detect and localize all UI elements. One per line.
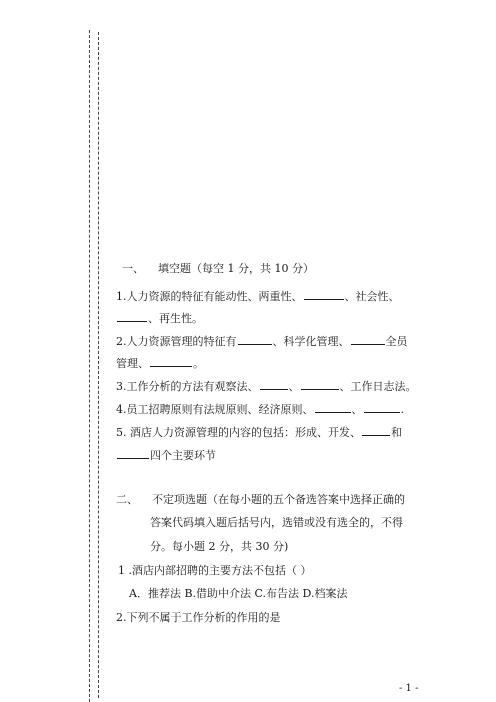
- mc-question-2-stem: 2.下列不属于工作分析的作用的是: [116, 611, 281, 624]
- answer-blank: [304, 288, 344, 300]
- question-5-line-1: 5. 酒店人力资源管理的内容的包括：形成、开发、 和: [116, 426, 402, 439]
- answer-blank: [260, 378, 288, 390]
- section2-heading-line-2: 答案代码填入题后括号内，选错或没有选全的，不得: [150, 516, 403, 529]
- answer-blank: [315, 401, 351, 413]
- question-1-line-1: 1.人力资源的特征有能动性、两重性、 、社会性、: [116, 290, 400, 303]
- question-2-line-1: 2.人力资源管理的特征有 、科学化管理、 全员: [116, 335, 408, 348]
- section1-heading: [122, 262, 314, 276]
- answer-blank: [364, 401, 400, 413]
- section1-number: 一、: [122, 262, 144, 275]
- section2-heading-line-1: [116, 493, 405, 507]
- question-3: 3.工作分析的方法有观察法、 、 、工作日志法。: [116, 380, 417, 393]
- section2-heading-line-3: 分。每小题 2 分，共 30 分): [150, 540, 289, 553]
- section2-title: 不定项选题（在每小题的五个备选答案中选择正确的: [152, 493, 405, 506]
- binding-line-right: [98, 32, 99, 698]
- binding-line-left: [89, 30, 90, 702]
- answer-blank: [351, 333, 385, 345]
- question-2-line-2: 管理、 。: [116, 357, 204, 370]
- mc-question-1-stem: 1 .酒店内部招聘的主要方法不包括（ ）: [118, 564, 312, 577]
- answer-blank: [117, 447, 149, 459]
- answer-blank: [150, 355, 192, 367]
- answer-blank: [117, 310, 147, 322]
- answer-blank: [362, 424, 390, 436]
- section2-number: 二、: [116, 493, 138, 506]
- page-number: - 1 -: [399, 683, 419, 694]
- answer-blank: [301, 378, 339, 390]
- question-1-line-2: 、再生性。: [116, 310, 203, 326]
- question-5-line-2: 四个主要环节: [116, 447, 216, 463]
- question-4: 4.员工招聘原则有法规原则、经济原则、 、 .: [116, 403, 404, 416]
- section1-title: 填空题（每空 1 分，共 10 分）: [158, 262, 314, 275]
- answer-blank: [238, 333, 272, 345]
- mc-question-1-options: A．推荐法 B.借助中介法 C.布告法 D.档案法: [129, 587, 348, 600]
